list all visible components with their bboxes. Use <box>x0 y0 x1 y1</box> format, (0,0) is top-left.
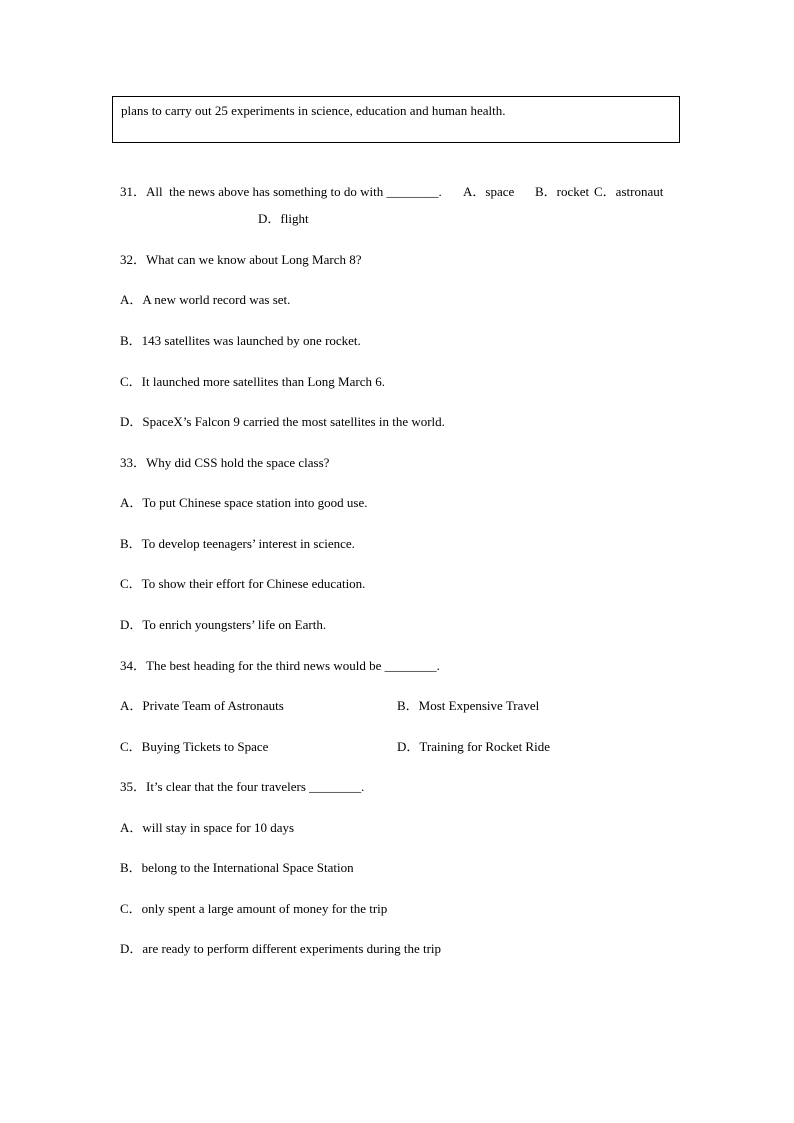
question-32-option-d: D．SpaceX’s Falcon 9 carried the most satellites in the world. <box>120 414 445 429</box>
question-31-stem: 31．All the news above has something to do with ________. <box>120 184 442 199</box>
question-33-stem: 33．Why did CSS hold the space class? <box>120 455 330 470</box>
passage-tail-text: plans to carry out 25 experiments in science, education and human health. <box>121 103 506 118</box>
question-33-option-b: B．To develop teenagers’ interest in science. <box>120 536 355 551</box>
question-31-option-b: B．rocket <box>535 184 590 199</box>
question-35-option-a: A．will stay in space for 10 days <box>120 820 295 835</box>
question-33-option-c: C．To show their effort for Chinese education. <box>120 576 366 591</box>
question-34-option-d: D．Training for Rocket Ride <box>397 739 550 754</box>
question-35-option-c: C．only spent a large amount of money for the trip <box>120 901 388 916</box>
question-31-option-a: A．space <box>463 184 515 199</box>
question-33-option-d: D．To enrich youngsters’ life on Earth. <box>120 617 327 632</box>
question-33-option-a: A．To put Chinese space station into good use. <box>120 495 368 510</box>
passage-box <box>112 96 680 143</box>
question-32-option-a: A．A new world record was set. <box>120 292 291 307</box>
question-34-stem: 34．The best heading for the third news would be ________. <box>120 658 440 673</box>
question-32-option-c: C．It launched more satellites than Long March 6. <box>120 374 385 389</box>
question-34-option-b: B．Most Expensive Travel <box>397 698 540 713</box>
question-35-option-b: B．belong to the International Space Station <box>120 860 354 875</box>
question-31-option-c: C．astronaut <box>594 184 664 199</box>
question-35-stem: 35．It’s clear that the four travelers ________. <box>120 779 365 794</box>
question-34-option-c: C．Buying Tickets to Space <box>120 739 269 754</box>
question-31-option-d: D．flight <box>258 211 309 226</box>
question-32-stem: 32．What can we know about Long March 8? <box>120 252 362 267</box>
question-32-option-b: B．143 satellites was launched by one rocket. <box>120 333 361 348</box>
question-35-option-d: D．are ready to perform different experiments during the trip <box>120 941 442 956</box>
question-34-option-a: A．Private Team of Astronauts <box>120 698 284 713</box>
